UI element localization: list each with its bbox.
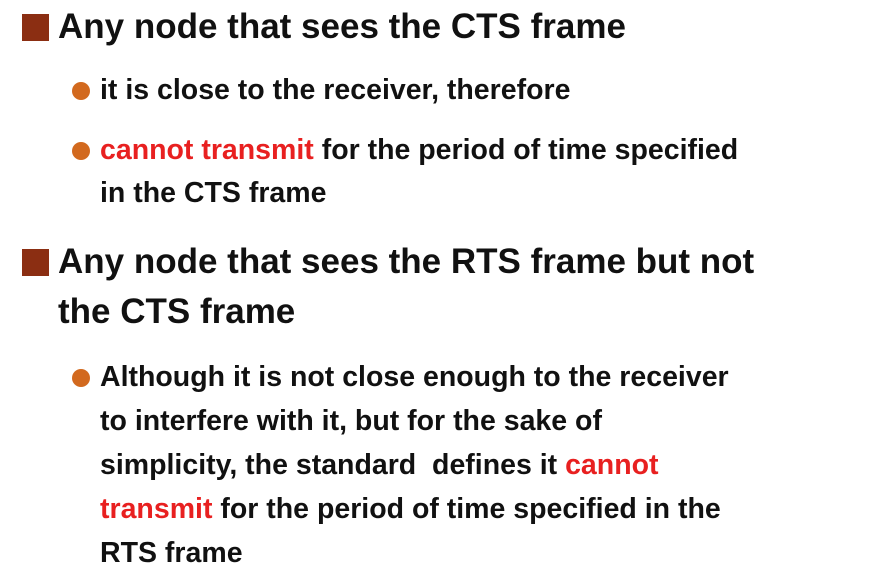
highlight-text: cannot transmit xyxy=(100,134,314,166)
bullet-text: Any node that sees the CTS frame xyxy=(58,7,626,46)
circle-bullet-icon xyxy=(72,142,90,160)
square-bullet-icon xyxy=(22,14,49,41)
square-bullet-icon xyxy=(22,249,49,276)
circle-bullet-icon xyxy=(72,82,90,100)
sub-bullet-text-line3 xyxy=(100,444,659,487)
text-segment: for the period of time specified xyxy=(313,134,739,166)
bullet-text-line1: Any node that sees the RTS frame but not xyxy=(58,242,755,281)
circle-bullet-icon xyxy=(72,369,90,387)
bullet-text-line2: the CTS frame xyxy=(58,292,296,331)
sub-bullet-text-line5: RTS frame xyxy=(100,537,243,569)
text-segment: for the period of time specified in the xyxy=(212,493,721,525)
sub-bullet-text-line2: in the CTS frame xyxy=(100,177,327,209)
highlight-text: transmit xyxy=(100,493,213,525)
text-segment: simplicity, the standard defines it xyxy=(100,449,566,481)
sub-bullet-text-line2: to interfere with it, but for the sake of xyxy=(100,405,602,437)
sub-bullet-text-line1 xyxy=(100,129,738,172)
highlight-text: cannot xyxy=(565,449,659,481)
sub-bullet-text: it is close to the receiver, therefore xyxy=(100,74,571,106)
sub-bullet-text-line1: Although it is not close enough to the receiver xyxy=(100,361,729,393)
sub-bullet-text-line4 xyxy=(100,488,721,531)
